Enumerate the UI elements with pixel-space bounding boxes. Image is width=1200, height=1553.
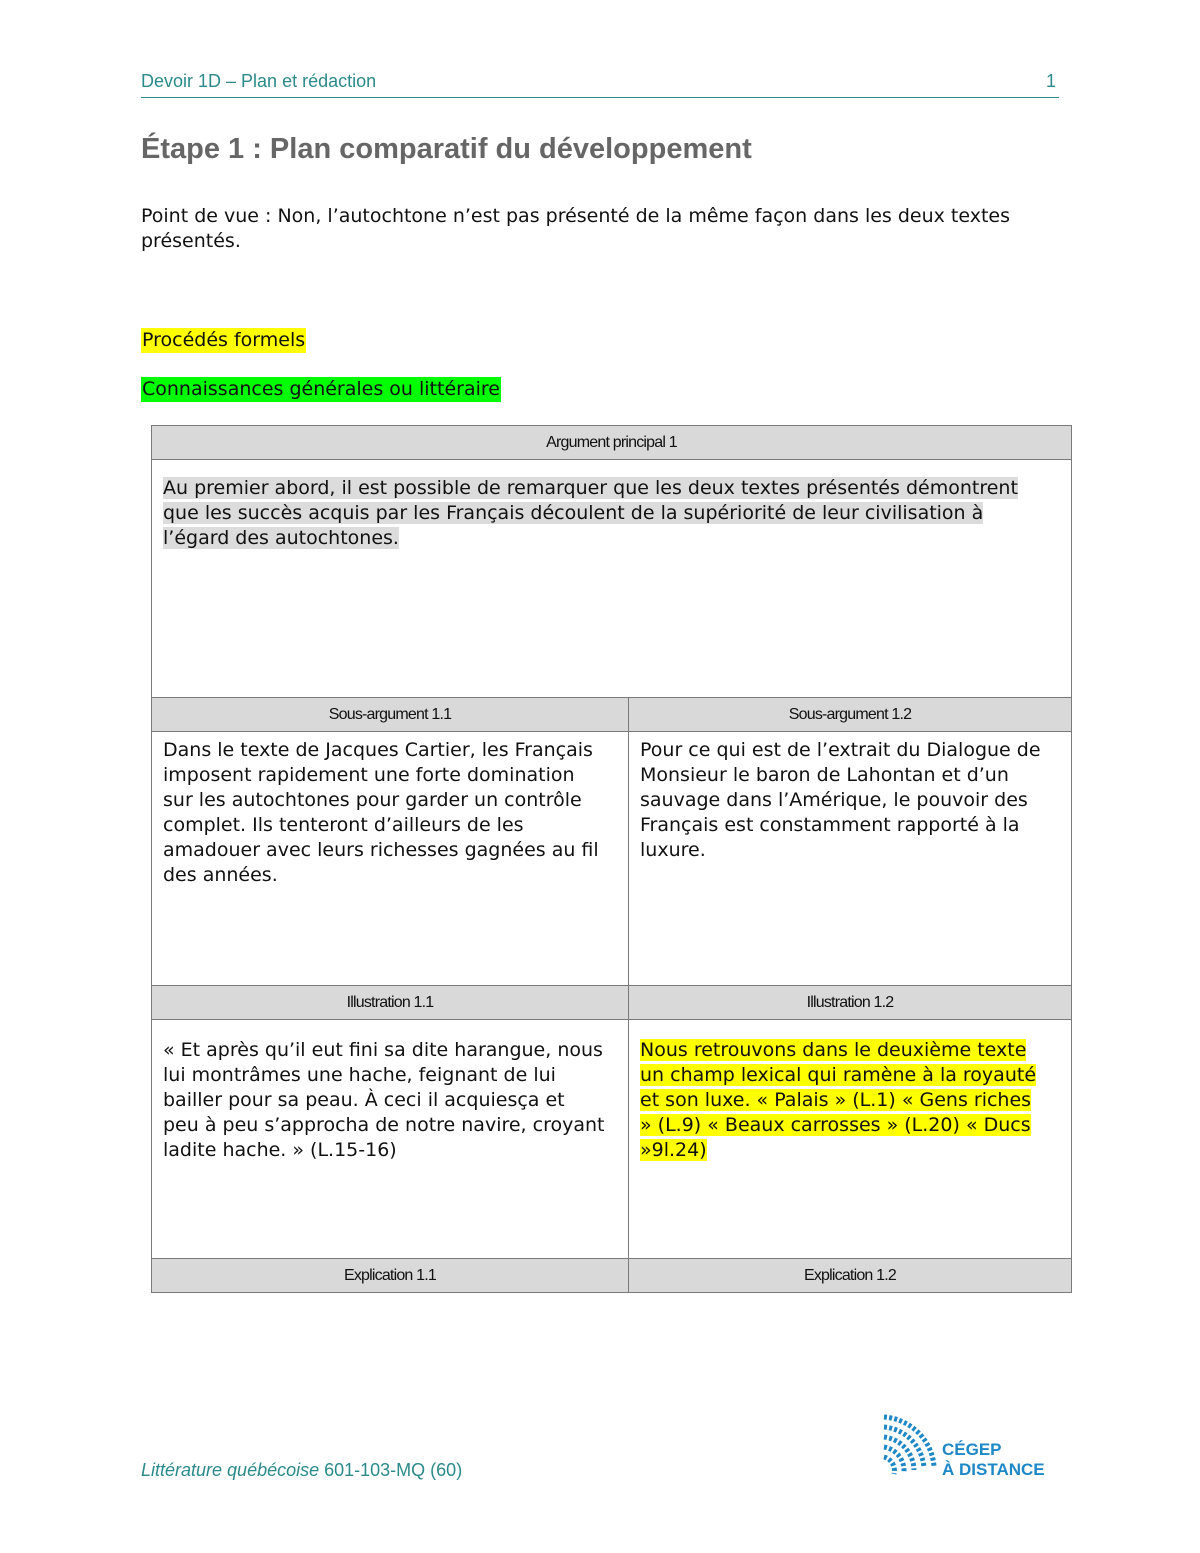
course-name: Littérature québécoise [141,1460,320,1480]
logo-line-2: À DISTANCE [942,1460,1045,1479]
point-de-vue: Point de vue : Non, l’autochtone n’est pas présenté de la même façon dans les deux textes présentés. [141,205,1011,252]
header-title: Devoir 1D – Plan et rédaction [141,71,377,91]
course-code: 601-103-MQ (60) [319,1460,463,1480]
cegep-logo-text [942,1440,1045,1480]
sub-argument-1-2-text: Pour ce qui est de l’extrait du Dialogue de Monsieur le baron de Lahontan et d’un sauvage dans l’Amérique, le pouvoir des Français est constamment rapporté à la luxure. [640,739,1041,861]
explication-1-2-header: Explication 1.2 [629,1259,1072,1293]
illustration-1-2-header: Illustration 1.2 [629,986,1072,1020]
step-title: Étape 1 : Plan comparatif du développement [141,133,752,165]
logo-line-1: CÉGEP [942,1440,1002,1459]
illustration-1-2-cell [629,1020,1072,1259]
comparative-plan-table [151,425,1072,1293]
legend-formal-procedures: Procédés formels [142,329,306,351]
page-number: 1 [1045,71,1056,91]
argument-text: Au premier abord, il est possible de remarquer que les deux textes présentés démontrent que les succès acquis par les Français découlent de la supériorité de leur civilisation à l’égard des autochtones. [163,477,1018,549]
sub-argument-1-2-cell [629,732,1072,986]
illustration-1-1-text: « Et après qu’il eut fini sa dite harangue, nous lui montrâmes une hache, feignant de lui bailler pour sa peau. À ceci il acquiesça et peu à peu s’approcha de notre navire, croyant ladite hache. » (L.15-16) [163,1039,605,1161]
page-header [141,70,1059,98]
course-footer [141,1460,462,1481]
illustration-1-1-cell [152,1020,629,1259]
sub-argument-1-1-cell [152,732,629,986]
legend-general-knowledge: Connaissances générales ou littéraire [142,378,500,400]
sub-argument-1-2-header: Sous-argument 1.2 [629,698,1072,732]
sub-argument-1-1-text: Dans le texte de Jacques Cartier, les Français imposent rapidement une forte domination sur les autochtones pour garder un contrôle complet. Ils tenteront d’ailleurs de les amadouer avec leurs richesses gagnées au fil des années. [163,739,599,886]
argument-header: Argument principal 1 [152,426,1072,460]
illustration-1-2-text: Nous retrouvons dans le deuxième texte un champ lexical qui ramène à la royauté et son luxe. « Palais » (L.1) « Gens riches » (L.9) « Beaux carrosses » (L.20) « Ducs »9l.24) [640,1039,1037,1161]
sub-argument-1-1-header: Sous-argument 1.1 [152,698,629,732]
argument-cell [152,460,1072,698]
explication-1-1-header: Explication 1.1 [152,1259,629,1293]
illustration-1-1-header: Illustration 1.1 [152,986,629,1020]
